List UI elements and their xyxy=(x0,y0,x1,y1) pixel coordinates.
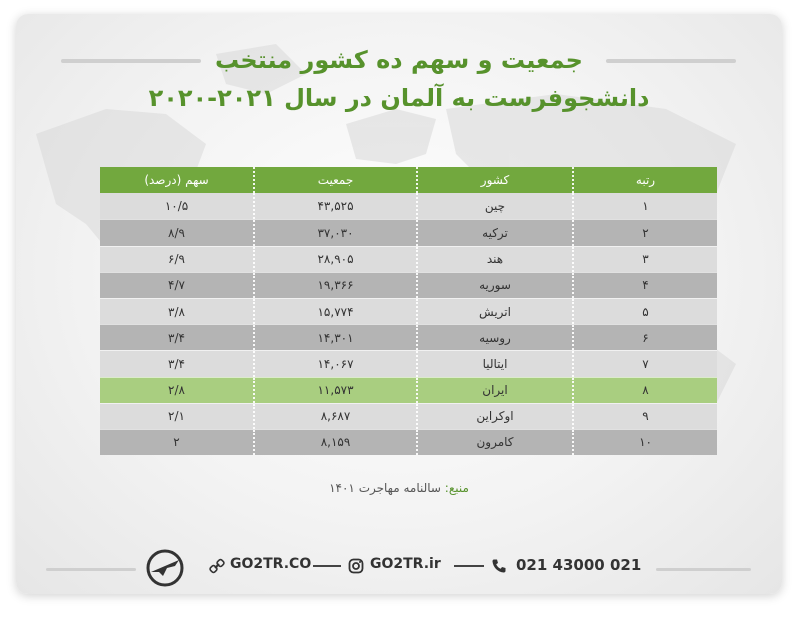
cell-share: ۸/۹ xyxy=(168,225,185,240)
table-row xyxy=(100,429,717,455)
cell-population: ۱۹,۳۶۶ xyxy=(253,273,416,298)
cell-country: چین xyxy=(416,193,572,219)
cell-country: اتریش xyxy=(416,299,572,324)
link-icon xyxy=(209,558,225,574)
table-body xyxy=(100,193,717,455)
table-row xyxy=(100,298,717,324)
table-row xyxy=(100,324,717,350)
website-link[interactable]: GO2TR.CO xyxy=(230,556,312,572)
cell-rank: ۱۰ xyxy=(572,430,717,455)
cell-rank: ۴ xyxy=(572,273,717,298)
cell-share: ۲ xyxy=(173,435,180,450)
cell-population: ۱۴,۳۰۱ xyxy=(253,325,416,350)
page-title: جمعیت و سهم ده کشور منتخب xyxy=(215,46,583,74)
footer-rule-left xyxy=(46,568,136,571)
cell-country: روسیه xyxy=(416,325,572,350)
cell-population: ۴۳,۵۲۵ xyxy=(253,193,416,219)
cell-share: ۳/۴ xyxy=(168,356,185,371)
table-row-highlighted xyxy=(100,377,717,403)
table-row xyxy=(100,403,717,429)
footer-separator-2 xyxy=(454,565,484,567)
data-table xyxy=(100,167,717,455)
cell-population: ۱۱,۵۷۳ xyxy=(253,378,416,403)
plane-logo xyxy=(145,548,185,588)
cell-country: ایران xyxy=(416,378,572,403)
cell-rank: ۲ xyxy=(572,220,717,245)
phone-number[interactable]: 021 43000 021 xyxy=(516,556,642,574)
cell-country: سوریه xyxy=(416,273,572,298)
cell-share: ۲/۸ xyxy=(168,383,185,398)
cell-rank: ۷ xyxy=(572,351,717,376)
source-label: منبع: xyxy=(444,481,469,495)
table-row xyxy=(100,350,717,376)
header-share: سهم (درصد) xyxy=(144,173,209,188)
instagram-handle[interactable]: GO2TR.ir xyxy=(370,556,441,572)
cell-country: هند xyxy=(416,247,572,272)
cell-rank: ۱ xyxy=(572,193,717,219)
cell-share: ۴/۷ xyxy=(168,278,185,293)
cell-rank: ۶ xyxy=(572,325,717,350)
cell-country: ایتالیا xyxy=(416,351,572,376)
cell-rank: ۹ xyxy=(572,404,717,429)
cell-share: ۳/۸ xyxy=(168,304,185,319)
cell-share: ۱۰/۵ xyxy=(164,199,189,214)
header-country: کشور xyxy=(416,167,572,193)
header-population: جمعیت xyxy=(253,167,416,193)
cell-share: ۳/۴ xyxy=(168,330,185,345)
cell-share: ۶/۹ xyxy=(168,252,185,267)
table-row xyxy=(100,219,717,245)
cell-rank: ۳ xyxy=(572,247,717,272)
cell-population: ۸,۱۵۹ xyxy=(253,430,416,455)
footer-rule-right xyxy=(656,568,751,571)
table-row xyxy=(100,193,717,219)
instagram-icon xyxy=(348,558,364,574)
table-header-row xyxy=(100,167,717,193)
infographic-card xyxy=(16,14,782,594)
cell-share: ۲/۱ xyxy=(168,409,185,424)
cell-population: ۳۷,۰۳۰ xyxy=(253,220,416,245)
footer xyxy=(16,548,782,580)
cell-population: ۲۸,۹۰۵ xyxy=(253,247,416,272)
source-note xyxy=(16,481,782,495)
cell-rank: ۸ xyxy=(572,378,717,403)
cell-rank: ۵ xyxy=(572,299,717,324)
footer-separator-1 xyxy=(313,565,341,567)
cell-country: اوکراین xyxy=(416,404,572,429)
cell-country: کامرون xyxy=(416,430,572,455)
table-row xyxy=(100,272,717,298)
cell-population: ۱۵,۷۷۴ xyxy=(253,299,416,324)
phone-icon xyxy=(491,558,507,574)
page-subtitle: دانشجوفرست به آلمان در سال ۲۰۲۱-۲۰۲۰ xyxy=(148,84,650,112)
table-row xyxy=(100,246,717,272)
cell-population: ۸,۶۸۷ xyxy=(253,404,416,429)
header-rank: رتبه xyxy=(572,167,717,193)
cell-country: ترکیه xyxy=(416,220,572,245)
source-text: سالنامه مهاجرت ۱۴۰۱ xyxy=(329,481,441,495)
cell-population: ۱۴,۰۶۷ xyxy=(253,351,416,376)
